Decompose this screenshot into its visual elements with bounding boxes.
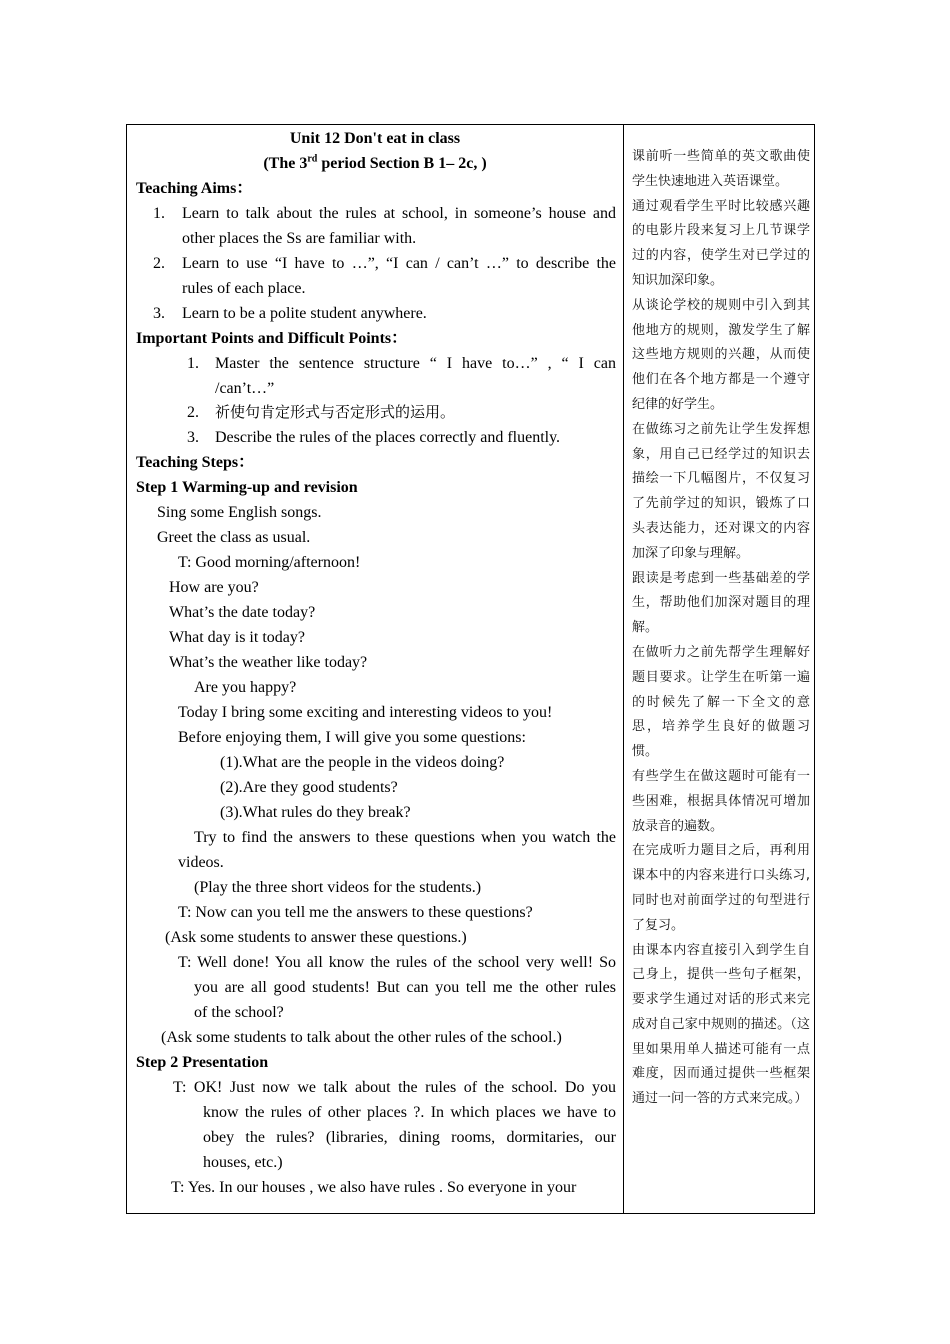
step1-line: Greet the class as usual. bbox=[157, 529, 311, 546]
note-paragraph: 在做听力之前先帮学生理解好题目要求。让学生在听第一遍的时候先了解一下全文的意思，培养学生良好的做题习惯。 bbox=[632, 644, 810, 760]
point-text: Describe the rules of the places correctly and fluently. bbox=[215, 429, 561, 446]
lesson-plan-table bbox=[126, 124, 815, 1214]
step1-line: (Play the three short videos for the students.) bbox=[194, 879, 482, 896]
step2-line: houses, etc.) bbox=[203, 1154, 283, 1171]
aim-text: other places the Ss are familiar with. bbox=[182, 230, 417, 247]
note-paragraph: 在完成听力题目之后，再利用课本中的内容来进行口头练习,同时也对前面学过的句型进行了复习。 bbox=[632, 843, 810, 933]
title-line-2: (The 3rd period Section B 1– 2c, ) bbox=[263, 153, 487, 172]
step1-line: (Ask some students to answer these questions.) bbox=[165, 929, 467, 946]
note-paragraph: 课前听一些简单的英文歌曲使学生快速地进入英语课堂。 bbox=[632, 149, 810, 189]
aim-number: 2. bbox=[153, 255, 165, 272]
step1-line: of the school? bbox=[194, 1004, 284, 1021]
note-paragraph: 通过观看学生平时比较感兴趣的电影片段来复习上几节课学过的内容，使学生对已学过的知识加深印象。 bbox=[632, 198, 810, 288]
point-number: 3. bbox=[187, 429, 199, 446]
step1-line: (2).Are they good students? bbox=[220, 779, 398, 796]
note-paragraph: 跟读是考虑到一些基础差的学生，帮助他们加深对题目的理解。 bbox=[632, 570, 810, 636]
notes-column bbox=[632, 145, 810, 1112]
teaching-aims-heading: Teaching Aims： bbox=[136, 180, 253, 197]
column-divider bbox=[623, 125, 624, 1213]
important-points-heading: Important Points and Difficult Points： bbox=[136, 330, 408, 347]
aim-number: 1. bbox=[153, 205, 165, 222]
step1-line: videos. bbox=[178, 854, 224, 871]
note-paragraph: 从谈论学校的规则中引入到其他地方的规则，激发学生了解这些地方规则的兴趣，从而使他们在各个地方都是一个遵守纪律的好学生。 bbox=[632, 297, 810, 412]
step2-line: know the rules of other places ?. In which places we have to bbox=[203, 1104, 616, 1121]
step1-line: Try to find the answers to these questions when you watch the bbox=[194, 829, 616, 846]
aim-number: 3. bbox=[153, 305, 165, 322]
point-text: Master the sentence structure “ I have to…” , “ I can bbox=[215, 355, 616, 372]
step1-heading: Step 1 Warming-up and revision bbox=[136, 479, 358, 496]
point-text: 祈使句肯定形式与否定形式的运用。 bbox=[215, 403, 456, 421]
aim-text: Learn to talk about the rules at school, in someone’s house and bbox=[182, 205, 616, 222]
step1-line: What’s the weather like today? bbox=[169, 654, 368, 671]
step1-line: (3).What rules do they break? bbox=[220, 804, 411, 821]
step1-line: T: Now can you tell me the answers to these questions? bbox=[178, 904, 533, 921]
step1-line: What day is it today? bbox=[169, 629, 305, 646]
step2-heading: Step 2 Presentation bbox=[136, 1054, 269, 1071]
step2-line: obey the rules? (libraries, dining rooms, dormitaries, our bbox=[203, 1129, 616, 1146]
step2-line: T: Yes. In our houses , we also have rules . So everyone in your bbox=[171, 1179, 577, 1196]
point-text: /can’t…” bbox=[215, 380, 275, 397]
aim-text: rules of each place. bbox=[182, 280, 306, 297]
step1-line: Sing some English songs. bbox=[157, 504, 322, 521]
teaching-steps-heading: Teaching Steps： bbox=[136, 454, 255, 471]
title-line-1: Unit 12 Don't eat in class bbox=[289, 130, 461, 147]
step1-line: you are all good students! But can you tell me the other rules bbox=[194, 979, 616, 996]
step1-line: (1).What are the people in the videos doing? bbox=[220, 754, 505, 771]
step1-line: T: Well done! You all know the rules of the school very well! So bbox=[178, 954, 616, 971]
point-number: 1. bbox=[187, 355, 199, 372]
note-paragraph: 由课本内容直接引入到学生自己身上，提供一些句子框架，要求学生通过对话的形式来完成对自己家中规则的描述。（这里如果用单人描述可能有一点难度，因而通过提供一些框架通过一问一答的方式来完成。） bbox=[632, 942, 810, 1107]
step1-line: How are you? bbox=[169, 579, 259, 596]
aim-text: Learn to be a polite student anywhere. bbox=[182, 305, 427, 322]
note-paragraph: 有些学生在做这题时可能有一些困难，根据具体情况可增加放录音的遍数。 bbox=[632, 768, 810, 834]
point-number: 2. bbox=[187, 404, 199, 421]
step2-line: T: OK! Just now we talk about the rules of the school. Do you bbox=[173, 1079, 616, 1096]
step1-line: (Ask some students to talk about the other rules of the school.) bbox=[161, 1029, 562, 1046]
step1-line: T: Good morning/afternoon! bbox=[178, 554, 361, 571]
note-paragraph: 在做练习之前先让学生发挥想象，用自己已经学过的知识去描绘一下几幅图片，不仅复习了先前学过的知识，锻炼了口头表达能力，还对课文的内容加深了印象与理解。 bbox=[632, 421, 810, 561]
aim-text: Learn to use “I have to …”, “I can / can’t …” to describe the bbox=[182, 255, 616, 272]
step1-line: Are you happy? bbox=[194, 679, 297, 696]
step1-line: What’s the date today? bbox=[169, 604, 316, 621]
step1-line: Today I bring some exciting and interesting videos to you! bbox=[178, 704, 553, 721]
step1-line: Before enjoying them, I will give you some questions: bbox=[178, 729, 526, 746]
